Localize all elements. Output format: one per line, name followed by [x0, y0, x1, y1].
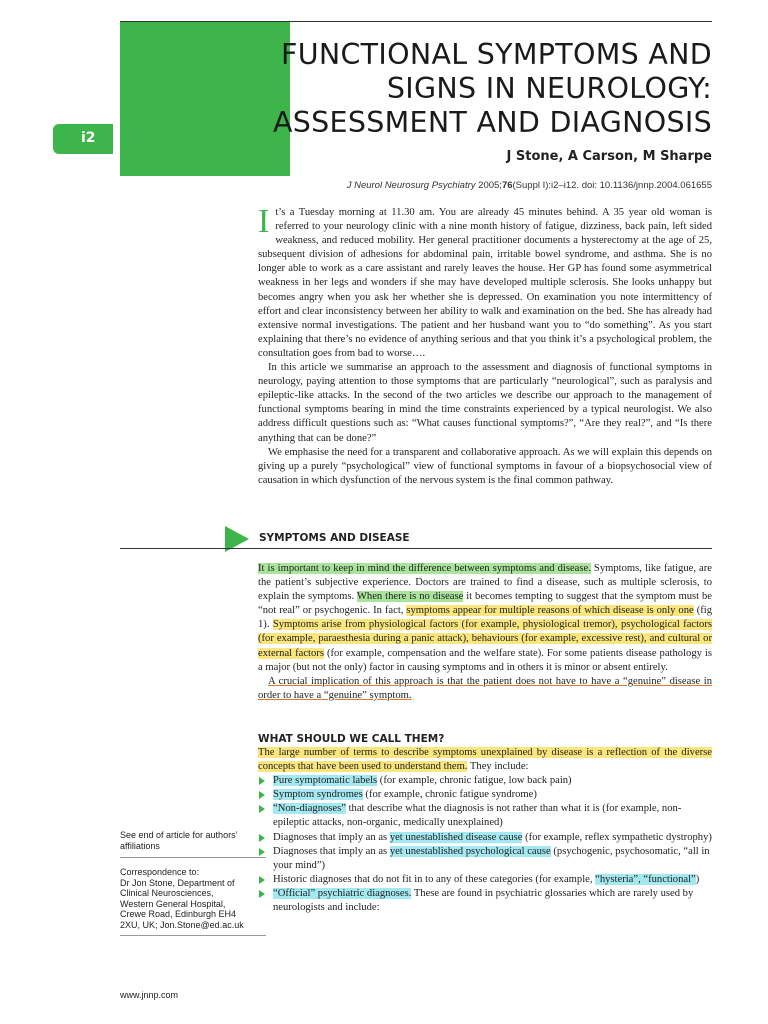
authors: J Stone, A Carson, M Sharpe — [506, 149, 712, 164]
title-line-3: ASSESSMENT AND DIAGNOSIS — [272, 106, 712, 139]
correspondence-line: Dr Jon Stone, Department of — [120, 877, 235, 888]
text-run: (for example, chronic fatigue syndrome) — [362, 789, 537, 801]
intro-text — [258, 203, 712, 488]
text-run: (psychogenic, psychosomatic, “all in your mind”) — [273, 845, 710, 871]
highlight-cyan: “hysteria”, “functional” — [595, 873, 696, 885]
intro-paragraph-3: We emphasise the need for a transparent and collaborative approach. As we will explain this depends on giving up a purely “psychological” view of functional symptoms in favour of a biopsychosocial view of causation in which dysfunction of the nervous system is the final common pathway. — [258, 446, 712, 486]
highlight-yellow: symptoms appear for multiple reasons of which disease is only one — [406, 605, 694, 617]
highlight-yellow: The large number of terms to describe symptoms unexplained by disease is a reflection of the diverse concepts that have been used to understand them. — [258, 747, 712, 773]
highlight-green: It is important to keep in mind the difference between symptoms and disease. — [258, 563, 591, 574]
highlight-cyan: “Non-diagnoses” — [273, 803, 346, 815]
title-line-1: FUNCTIONAL SYMPTOMS AND — [281, 38, 712, 71]
list-item — [258, 774, 712, 788]
text-run: These are found in psychiatric glossaries which are rarely used by neurologists and include: — [273, 887, 694, 914]
intro-paragraph-1 — [258, 203, 712, 361]
symptoms-paragraph-1 — [258, 562, 712, 675]
citation — [347, 180, 712, 191]
text-run: (for example, reflex sympathetic dystrophy) — [522, 831, 712, 843]
drop-cap: I — [258, 203, 270, 240]
intro-p1-text: t’s a Tuesday morning at 11.30 am. You are already 45 minutes behind. A 35 year old woman is referred to your neurology clinic with a nine month history of fatigue, dizziness, back pain, left sided weakness, and reduced mobility. Her general practitioner documents a hysterectomy at the age of 25, subsequent division of adhesions for abdominal pain, irritable bowel syndrome, and asthma. She is no longer able to work as a care assistant and rarely leaves the house. Her GP has found some asymmetrical weakness in her legs and wonders if she may have developed multiple sclerosis. She looks unhappy but becomes angry when you ask her whether she is depressed. On examination you note intermittency of effort and clear inconsistency between her ability to walk and examination on the bed. She has already had extensive normal investigations. The patient and her husband want you to “do something”. As you start explaining that there’s no evidence of anything serious and that you think it’s a psychological problem, the consultation goes from bad to worse…. — [258, 207, 712, 359]
correspondence-line: 2XU, UK; Jon.Stone@ed.ac.uk — [120, 919, 244, 930]
text-run: Diagnoses that imply an as — [273, 845, 390, 857]
sidebar-rule — [120, 857, 266, 858]
list-item — [258, 873, 712, 887]
article-title — [212, 38, 712, 140]
citation-journal: J Neurol Neurosurg Psychiatry — [346, 180, 476, 191]
section-rule — [120, 548, 712, 549]
correspondence-block — [120, 867, 266, 930]
highlight-cyan: yet unestablished disease cause — [389, 831, 523, 843]
correspondence-line: Correspondence to: — [120, 867, 200, 877]
text-run: (fig 1). — [258, 605, 712, 631]
terms-intro — [258, 746, 712, 774]
text-run: that describe what the diagnosis is not rather than what it is (for example, non-epileptic attacks, non-organic, medically unexplained) — [273, 803, 682, 829]
terms-text — [258, 746, 712, 915]
text-run: Historic diagnoses that do not fit in to any of these categories (for example, — [273, 873, 596, 885]
underlined-text: A crucial implication of this approach is that the patient does not have to have a “genuine” disease in order to have a “genuine” symptom. — [258, 675, 712, 701]
highlight-cyan: Symptom syndromes — [273, 789, 363, 801]
list-item — [258, 887, 712, 915]
highlight-cyan: Pure symptomatic labels — [273, 775, 378, 787]
text-run: (for example, compensation and the welfare state). For some patients disease pathology is a major (but not the only) factor in causing symptoms and in others it is minor or absent entirely. — [258, 647, 712, 673]
intro-paragraph-2: In this article we summarise an approach to the assessment and diagnosis of functional symptoms in neurology, paying attention to those symptoms that are particularly “neurological”, such as paralysis and epileptic-like attacks. In the second of the two articles we describe our approach to the management of functional symptoms bearing in mind the time constraints experienced by a typical neurologist. We also address difficult questions such as: “What causes functional symptoms?”, “Are they real?”, and “Is there anything that can be done?” — [258, 362, 712, 444]
highlight-green: When there is no disease — [356, 591, 464, 603]
symptoms-text — [258, 562, 712, 703]
sidebar-rule — [120, 935, 266, 936]
list-item — [258, 802, 712, 830]
citation-rest: (Suppl I):i2–i12. doi: 10.1136/jnnp.2004.061655 — [512, 180, 712, 191]
highlight-cyan: “Official” psychiatric diagnoses. — [273, 887, 412, 899]
text-run: They include: — [467, 761, 529, 773]
highlight-cyan: yet unestablished psychological cause — [389, 845, 551, 857]
section-heading-terms: WHAT SHOULD WE CALL THEM? — [258, 733, 445, 745]
correspondence-line: Clinical Neurosciences, — [120, 888, 214, 898]
text-run: ) — [695, 873, 700, 885]
page-number-tab — [53, 124, 113, 154]
affiliations-note: See end of article for authors’ affiliations — [120, 830, 238, 851]
list-item — [258, 788, 712, 802]
page-number: i2 — [81, 130, 96, 146]
terms-list — [258, 774, 712, 915]
list-item — [258, 831, 712, 845]
highlight-yellow: Symptoms arise from physiological factors (for example, physiological tremor), psychological factors (for example, paraesthesia during a panic attack), behaviours (for example, excessive rest), and cultural or external factors — [258, 619, 712, 659]
correspondence-line: Crewe Road, Edinburgh EH4 — [120, 909, 237, 919]
symptoms-paragraph-2 — [258, 675, 712, 703]
title-line-2: SIGNS IN NEUROLOGY: — [386, 72, 712, 105]
citation-volume: 76 — [501, 180, 513, 191]
text-run: (for example, chronic fatigue, low back pain) — [377, 775, 572, 787]
footer-url: www.jnnp.com — [120, 990, 179, 1000]
list-item — [258, 845, 712, 873]
section-heading-symptoms: SYMPTOMS AND DISEASE — [259, 532, 410, 544]
text-run: Symptoms, like fatigue, are the patient’s subjective experience. Doctors are trained to find a disease, such as multiple sclerosis, to explain the symptoms. — [258, 563, 712, 603]
correspondence-line: Western General Hospital, — [120, 898, 226, 909]
text-run: it becomes tempting to suggest that the symptom must be “not real” or psychogenic. In fact, — [258, 591, 713, 617]
text-run: Diagnoses that imply an as — [273, 831, 390, 843]
citation-year: 2005; — [478, 180, 502, 191]
